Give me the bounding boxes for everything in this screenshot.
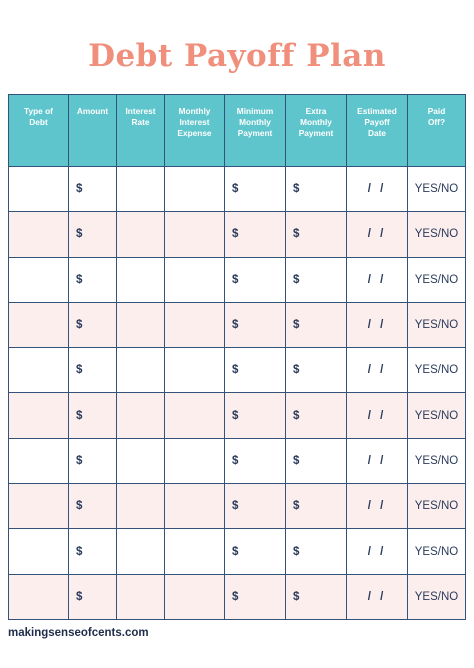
table-row bbox=[9, 529, 466, 574]
cell-paid-off[interactable]: YES/NO bbox=[408, 529, 466, 574]
table-row bbox=[9, 257, 466, 302]
col-header-estimated-payoff-date: Estimated Payoff Date bbox=[347, 95, 408, 167]
cell-extra-payment[interactable]: $ bbox=[286, 484, 347, 529]
cell-paid-off[interactable]: YES/NO bbox=[408, 257, 466, 302]
cell-interest-rate[interactable] bbox=[117, 484, 165, 529]
cell-monthly-interest[interactable] bbox=[165, 167, 225, 212]
cell-extra-payment[interactable]: $ bbox=[286, 167, 347, 212]
cell-payoff-date[interactable]: / / bbox=[347, 348, 408, 393]
cell-extra-payment[interactable]: $ bbox=[286, 438, 347, 483]
table-row bbox=[9, 393, 466, 438]
cell-amount[interactable]: $ bbox=[69, 348, 117, 393]
cell-type-of-debt[interactable] bbox=[9, 529, 69, 574]
cell-type-of-debt[interactable] bbox=[9, 302, 69, 347]
cell-payoff-date[interactable]: / / bbox=[347, 302, 408, 347]
cell-type-of-debt[interactable] bbox=[9, 484, 69, 529]
cell-monthly-interest[interactable] bbox=[165, 438, 225, 483]
col-header-paid-off: Paid Off? bbox=[408, 95, 466, 167]
cell-extra-payment[interactable]: $ bbox=[286, 393, 347, 438]
table-row bbox=[9, 302, 466, 347]
cell-type-of-debt[interactable] bbox=[9, 574, 69, 619]
cell-amount[interactable]: $ bbox=[69, 393, 117, 438]
cell-monthly-interest[interactable] bbox=[165, 393, 225, 438]
cell-monthly-interest[interactable] bbox=[165, 574, 225, 619]
cell-type-of-debt[interactable] bbox=[9, 438, 69, 483]
cell-paid-off[interactable]: YES/NO bbox=[408, 484, 466, 529]
cell-minimum-payment[interactable]: $ bbox=[225, 574, 286, 619]
page-title: Debt Payoff Plan bbox=[88, 38, 386, 74]
cell-minimum-payment[interactable]: $ bbox=[225, 212, 286, 257]
cell-minimum-payment[interactable]: $ bbox=[225, 302, 286, 347]
cell-type-of-debt[interactable] bbox=[9, 257, 69, 302]
cell-monthly-interest[interactable] bbox=[165, 302, 225, 347]
table-row bbox=[9, 348, 466, 393]
table-header-row bbox=[9, 95, 466, 167]
cell-interest-rate[interactable] bbox=[117, 212, 165, 257]
debt-payoff-table bbox=[8, 94, 466, 620]
cell-minimum-payment[interactable]: $ bbox=[225, 348, 286, 393]
table-row bbox=[9, 438, 466, 483]
col-header-minimum-monthly-payment: Minimum Monthly Payment bbox=[225, 95, 286, 167]
cell-payoff-date[interactable]: / / bbox=[347, 574, 408, 619]
cell-amount[interactable]: $ bbox=[69, 574, 117, 619]
cell-paid-off[interactable]: YES/NO bbox=[408, 167, 466, 212]
cell-extra-payment[interactable]: $ bbox=[286, 574, 347, 619]
cell-minimum-payment[interactable]: $ bbox=[225, 484, 286, 529]
cell-amount[interactable]: $ bbox=[69, 529, 117, 574]
cell-monthly-interest[interactable] bbox=[165, 212, 225, 257]
cell-amount[interactable]: $ bbox=[69, 484, 117, 529]
cell-monthly-interest[interactable] bbox=[165, 484, 225, 529]
cell-monthly-interest[interactable] bbox=[165, 529, 225, 574]
cell-payoff-date[interactable]: / / bbox=[347, 438, 408, 483]
cell-minimum-payment[interactable]: $ bbox=[225, 438, 286, 483]
col-header-extra-monthly-payment: Extra Monthly Payment bbox=[286, 95, 347, 167]
cell-extra-payment[interactable]: $ bbox=[286, 348, 347, 393]
cell-extra-payment[interactable]: $ bbox=[286, 257, 347, 302]
cell-payoff-date[interactable]: / / bbox=[347, 167, 408, 212]
cell-interest-rate[interactable] bbox=[117, 438, 165, 483]
cell-type-of-debt[interactable] bbox=[9, 348, 69, 393]
cell-paid-off[interactable]: YES/NO bbox=[408, 574, 466, 619]
col-header-type-of-debt: Type of Debt bbox=[9, 95, 69, 167]
cell-extra-payment[interactable]: $ bbox=[286, 529, 347, 574]
cell-payoff-date[interactable]: / / bbox=[347, 484, 408, 529]
cell-paid-off[interactable]: YES/NO bbox=[408, 212, 466, 257]
col-header-amount: Amount bbox=[69, 95, 117, 167]
cell-payoff-date[interactable]: / / bbox=[347, 529, 408, 574]
cell-interest-rate[interactable] bbox=[117, 393, 165, 438]
cell-payoff-date[interactable]: / / bbox=[347, 212, 408, 257]
table-row bbox=[9, 167, 466, 212]
cell-amount[interactable]: $ bbox=[69, 167, 117, 212]
cell-minimum-payment[interactable]: $ bbox=[225, 257, 286, 302]
cell-amount[interactable]: $ bbox=[69, 257, 117, 302]
cell-monthly-interest[interactable] bbox=[165, 348, 225, 393]
cell-paid-off[interactable]: YES/NO bbox=[408, 348, 466, 393]
table-row bbox=[9, 484, 466, 529]
cell-interest-rate[interactable] bbox=[117, 302, 165, 347]
cell-amount[interactable]: $ bbox=[69, 302, 117, 347]
cell-extra-payment[interactable]: $ bbox=[286, 212, 347, 257]
cell-amount[interactable]: $ bbox=[69, 438, 117, 483]
cell-interest-rate[interactable] bbox=[117, 167, 165, 212]
cell-type-of-debt[interactable] bbox=[9, 212, 69, 257]
cell-minimum-payment[interactable]: $ bbox=[225, 529, 286, 574]
col-header-monthly-interest-expense: Monthly Interest Expense bbox=[165, 95, 225, 167]
table-row bbox=[9, 212, 466, 257]
cell-amount[interactable]: $ bbox=[69, 212, 117, 257]
cell-minimum-payment[interactable]: $ bbox=[225, 167, 286, 212]
table-row bbox=[9, 574, 466, 619]
cell-paid-off[interactable]: YES/NO bbox=[408, 438, 466, 483]
cell-type-of-debt[interactable] bbox=[9, 167, 69, 212]
cell-paid-off[interactable]: YES/NO bbox=[408, 302, 466, 347]
col-header-interest-rate: Interest Rate bbox=[117, 95, 165, 167]
cell-interest-rate[interactable] bbox=[117, 348, 165, 393]
cell-extra-payment[interactable]: $ bbox=[286, 302, 347, 347]
cell-payoff-date[interactable]: / / bbox=[347, 257, 408, 302]
cell-interest-rate[interactable] bbox=[117, 574, 165, 619]
cell-monthly-interest[interactable] bbox=[165, 257, 225, 302]
cell-interest-rate[interactable] bbox=[117, 529, 165, 574]
cell-minimum-payment[interactable]: $ bbox=[225, 393, 286, 438]
cell-type-of-debt[interactable] bbox=[9, 393, 69, 438]
footer-website: makingsenseofcents.com bbox=[8, 627, 149, 639]
cell-paid-off[interactable]: YES/NO bbox=[408, 393, 466, 438]
cell-payoff-date[interactable]: / / bbox=[347, 393, 408, 438]
cell-interest-rate[interactable] bbox=[117, 257, 165, 302]
